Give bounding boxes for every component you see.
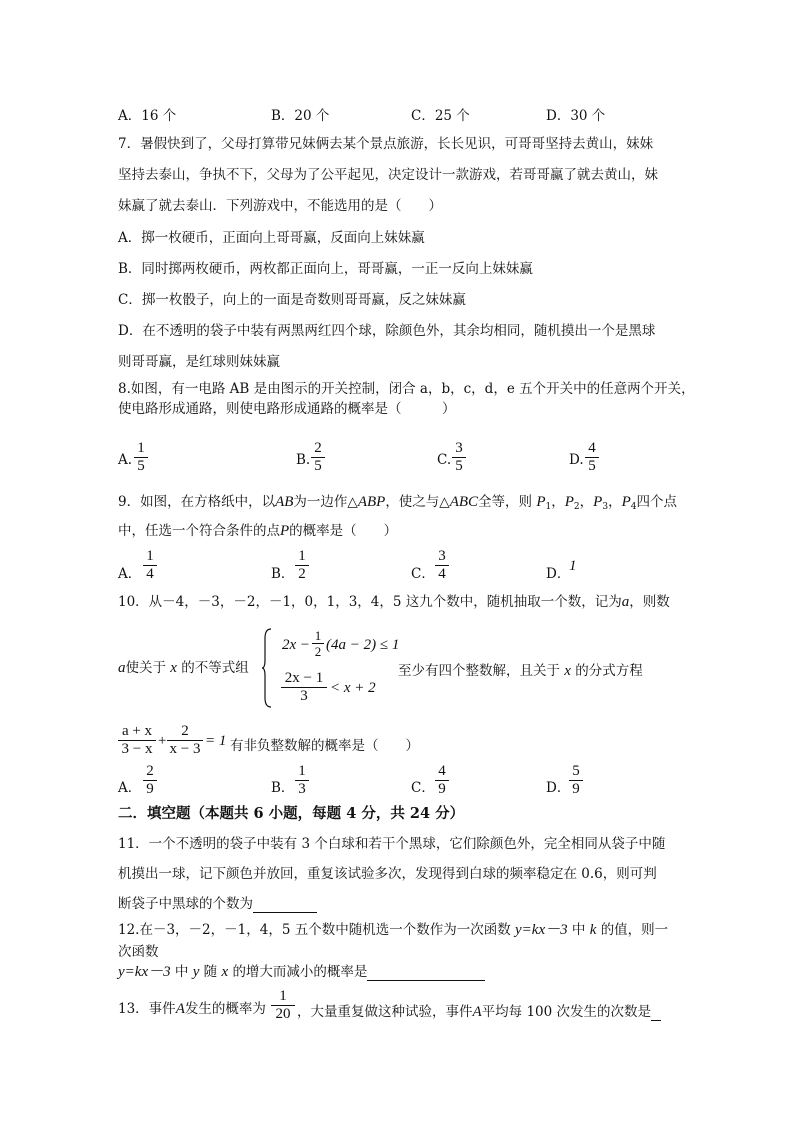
q9-line-2 [118,522,397,540]
q7-line-3: 妹赢了就去泰山．下列游戏中，不能选用的是（ ） [118,198,442,214]
q12-line-1 [118,921,668,939]
q13-line-b [297,1000,661,1021]
q10-eq-fraction-1 [118,723,156,758]
q10-ineq1-right: (4a − 2) ≤ 1 [326,637,400,653]
q9-point-p1: P [536,494,546,510]
q8-option-b-label: B. [296,452,311,468]
q8-option-c-num: 3 [452,440,466,458]
q11-text: 断袋子中黑球的个数为 [118,896,253,912]
q9-text: 的概率是（ ） [289,523,398,539]
q8-option-c-den: 5 [455,458,463,474]
q10-ineq1-left: 2x − [282,637,311,653]
q9-point-p4: P [621,494,631,510]
q9-var-p: P [280,523,290,539]
q12-function: y=kx－3 [515,922,568,938]
q8-option-a-den: 5 [137,458,145,474]
q9-option-a-num: 1 [143,548,157,566]
q12-line-3 [118,963,485,981]
q10-var-x: x [170,660,177,676]
q7-line-2: 坚持去泰山，争执不下，父母为了公平起见，决定设计一款游戏，若哥哥赢了就去黄山，妹 [118,167,658,183]
q9-option-b-num: 1 [295,548,309,566]
q9-point-p3: P [593,494,603,510]
q11-line-3 [118,895,317,913]
q6-option-d: D．30 个 [546,108,606,124]
q9-sub-3: 3 [602,502,609,512]
q9-text: 全等，则 [478,494,533,510]
q10-ineq1-fraction [312,628,324,659]
q10-text: 使关于 [125,660,166,676]
q9-var-ab: AB [275,494,294,510]
q13-line-a [118,1000,266,1018]
q7-option-b: B．同时掷两枚硬币，两枚都正面向上，哥哥赢，一正一反向上妹妹赢 [118,261,533,277]
q10-var-a: a [118,660,126,676]
q12-text: 的增大而减小的概率是 [232,964,368,980]
q13-text: ，大量重复做这种试验，事件 [297,1004,473,1020]
q12-text: 12.在－3，－2，－1，4，5 五个数中随机选一个数作为一次函数 [118,922,511,938]
q12-text: 中 [174,964,189,980]
q7-option-c: C．掷一枚骰子，向上的一面是奇数则哥哥赢，反之妹妹赢 [118,292,466,308]
q10-option-b-num: 1 [295,763,309,781]
q8-option-a-label: A. [118,452,133,468]
q10-option-b-fraction [295,763,309,798]
q10-var-x: x [564,663,571,679]
q8-option-a-fraction [134,440,148,475]
q9-option-b-label: B． [271,566,295,582]
q10-line-2-start [118,659,249,677]
q9-var-abp: ABP [357,494,386,510]
q8-option-b-fraction [311,440,325,475]
q10-ineq2-right: < x + 2 [330,680,376,696]
q9-sub-1: 1 [545,502,552,512]
q9-line-1: 9．如图，在方格纸中，以AB为一边作△ABP，使之与△ABC全等，则 $P_1$，$P_2$，$P_3$，$P_4$四个点 [118,494,677,512]
q9-option-c-den: 4 [438,566,446,582]
q8-option-c-fraction [452,440,466,475]
q10-option-a-fraction [143,763,157,798]
q12-var-k: k [589,922,597,938]
q13-frac-num: 1 [271,988,295,1006]
q9-option-d-value: 1 [569,558,577,574]
q7-option-a: A．掷一枚硬币，正面向上哥哥赢，反面向上妹妹赢 [118,230,425,246]
q10-text: ，则数 [629,594,670,610]
q10-line-1 [118,593,670,611]
q10-option-b-label: B． [271,780,295,796]
q10-option-b-den: 3 [298,781,306,797]
q7-option-d: D．在不透明的袋子中装有两黑两红四个球，除颜色外，其余均相同，随机摸出一个是黑球 [118,323,656,339]
q10-option-d-label: D． [546,780,571,796]
q12-text: 的值，则一 [600,922,669,938]
q10-option-c-fraction [435,763,449,798]
q9-option-b-den: 2 [298,566,306,582]
q9-sub-4: 4 [630,502,637,512]
q8-option-d-den: 5 [588,458,596,474]
q9-text: 9．如图，在方格纸中，以 [118,494,276,510]
q10-eq-f1-num: a + x [118,723,156,741]
q9-option-c-fraction [435,548,449,583]
q9-option-a-fraction [143,548,157,583]
q9-sub-2: 2 [573,502,580,512]
q8-option-b-den: 5 [314,458,322,474]
q12-var-x: x [221,964,229,980]
q8-option-d-label: D. [569,452,584,468]
q13-fraction [271,988,295,1023]
q10-text: 10．从－4，－3，－2，－1，0，1，3，4，5 这九个数中，随机抽取一个数，记为 [118,594,622,610]
q10-ineq1-den: 2 [314,644,322,659]
q12-line-2: 次函数 [118,944,159,960]
q9-point-p2: P [564,494,574,510]
q7-option-d-cont: 则哥哥赢，是红球则妹妹赢 [118,354,280,370]
q10-eq-fraction-2 [167,723,203,758]
section-2-heading: 二．填空题（本题共 6 小题，每题 4 分，共 24 分） [118,805,465,822]
q9-option-c-num: 3 [435,548,449,566]
q13-var-a: A [472,1004,482,1020]
q6-option-c: C．25 个 [411,108,470,124]
q10-option-a-num: 2 [143,763,157,781]
q8-option-a-num: 1 [134,440,148,458]
q12-var-y: y [192,964,200,980]
q9-text: 四个点 [636,494,677,510]
q13-text: 发生的概率为 [184,1001,266,1017]
q8-option-b-num: 2 [311,440,325,458]
q10-option-d-num: 5 [569,763,583,781]
q11-answer-blank[interactable] [253,898,317,913]
q13-var-a: A [175,1001,185,1017]
q6-option-b: B．20 个 [271,108,330,124]
q10-option-d-den: 9 [572,781,580,797]
q10-eq-f1-den: 3 − x [121,741,153,757]
q10-eq-plus: + [157,733,168,749]
q12-text: 中 [571,922,586,938]
q12-text: 随 [203,964,218,980]
q8-line-2: 使电路形成通路，则使电路形成通路的概率是（ ） [118,401,456,417]
q9-text: 为一边作△ [293,494,358,510]
q12-answer-blank[interactable] [367,966,485,981]
q9-option-c-label: C． [411,566,435,582]
q11-line-2: 机摸出一球，记下颜色并放回，重复该试验多次，发现得到白球的频率稳定在 0.6，则可判 [118,866,657,882]
q7-line-1: 7．暑假快到了，父母打算带兄妹俩去某个景点旅游，长长见识，可哥哥坚持去黄山，妹妹 [118,136,654,152]
q9-option-d-label: D． [546,566,571,582]
q13-answer-blank[interactable] [651,1006,661,1021]
q10-eq-rhs: = 1 [205,733,227,749]
q12-function: y=kx－3 [118,964,171,980]
q6-option-a: A．16 个 [118,108,177,124]
q13-text: 13．事件 [118,1001,176,1017]
q8-option-c-label: C. [437,452,452,468]
q10-eq-f2-den: x − 3 [169,741,201,757]
q10-option-d-fraction [569,763,583,798]
q10-eq-f2-num: 2 [167,723,203,741]
q10-line-2-end [398,659,643,680]
q8-line-1: 8.如图，有一电路 AB 是由图示的开关控制，闭合 a，b，c，d，e 五个开关中的任意两个开关， [118,381,695,397]
q9-option-b-fraction [295,548,309,583]
q10-option-c-label: C． [411,780,435,796]
system-brace-icon [262,628,272,708]
q10-var-a: a [621,594,630,610]
q8-option-d-fraction [585,440,599,475]
q10-option-a-den: 9 [146,781,154,797]
q9-option-a-label: A． [118,566,142,582]
q11-line-1: 11．一个不透明的袋子中装有 3 个白球和若干个黑球，它们除颜色外，完全相同从袋子中随 [118,836,666,852]
q9-option-a-den: 4 [146,566,154,582]
q13-frac-den: 20 [275,1006,291,1022]
q10-ineq2-fraction [281,670,327,705]
q9-text: ，使之与△ [385,494,450,510]
q10-option-c-num: 4 [435,763,449,781]
q10-text: 的不等式组 [181,660,249,676]
q9-var-abc: ABC [449,494,479,510]
q9-text: 中，任选一个符合条件的点 [118,523,280,539]
q8-option-d-num: 4 [585,440,599,458]
q10-ineq1-num: 1 [312,628,324,644]
q10-text: 的分式方程 [575,663,643,679]
q10-text: 至少有四个整数解，且关于 [398,663,560,679]
q13-text: 平均每 100 次发生的次数是 [481,1004,652,1020]
q10-ineq2-num: 2x − 1 [281,670,327,688]
q10-option-a-label: A． [118,780,142,796]
q10-option-c-den: 9 [438,781,446,797]
q10-ineq2-den: 3 [300,688,308,704]
q10-line-3-end: 有非负整数解的概率是（ ） [230,738,419,754]
